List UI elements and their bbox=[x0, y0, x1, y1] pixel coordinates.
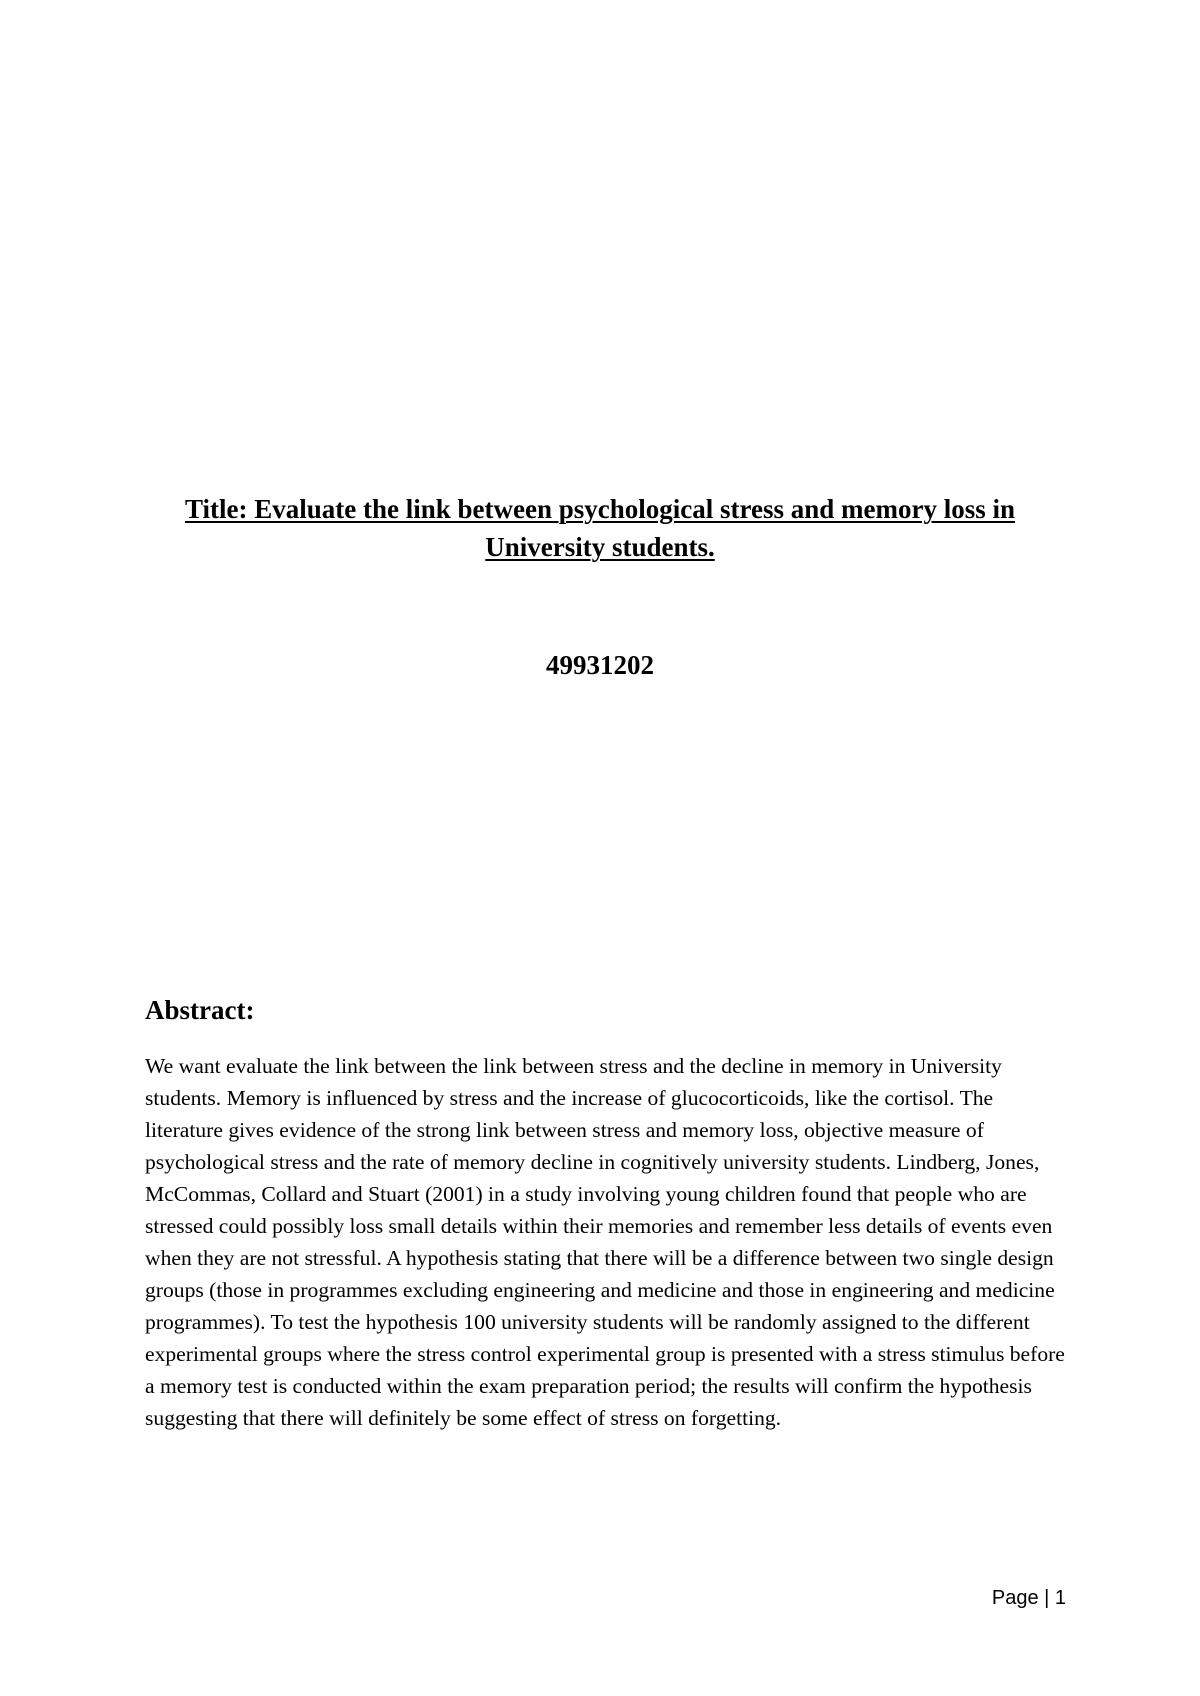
abstract-body: We want evaluate the link between the link between stress and the decline in memory in University students. Memory is influenced by stress and the increase of glucocorticoids, like the cortisol. The literature gives evidence of the strong link between stress and memory loss, objective measure of psychological stress and the rate of memory decline in cognitively university students. Lindberg, Jones, McCommas, Collard and Stuart (2001) in a study involving young children found that people who are stressed could possibly loss small details within their memories and remember less details of events even when they are not stressful. A hypothesis stating that there will be a difference between two single design groups (those in programmes excluding engineering and medicine and those in engineering and medicine programmes). To test the hypothesis 100 university students will be randomly assigned to the different experimental groups where the stress control experimental group is presented with a stress stimulus before a memory test is conducted within the exam preparation period; the results will confirm the hypothesis suggesting that there will definitely be some effect of stress on forgetting. bbox=[145, 1054, 1065, 1430]
abstract-heading: Abstract: bbox=[145, 995, 255, 1025]
student-id: 49931202 bbox=[546, 650, 654, 680]
document-title: Title: Evaluate the link between psychological stress and memory loss in University students. bbox=[184, 494, 1015, 562]
page-number-footer: Page | 1 bbox=[991, 1587, 1066, 1609]
